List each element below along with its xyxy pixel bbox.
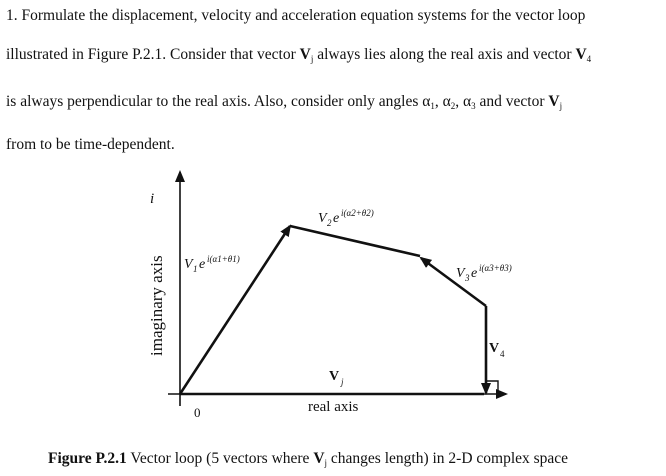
vector-vj-symbol: V	[299, 46, 311, 63]
v3-subscript: 3	[465, 273, 470, 283]
problem-line-3-text-a: is always perpendicular to the real axis. Also, consider only angles	[6, 93, 423, 110]
vector-v2-label	[318, 208, 374, 228]
vector-vj-subscript-2: j	[559, 101, 563, 111]
imaginary-axis-symbol: i	[150, 191, 155, 207]
vector-vj-subscript: j	[310, 54, 314, 64]
vector-v4-symbol: V	[575, 46, 587, 63]
alpha-2-subscript: 2	[450, 101, 456, 111]
vj-base: V	[329, 369, 340, 384]
origin-label: 0	[194, 405, 201, 420]
vector-v4-label	[489, 341, 505, 359]
v1-subscript: 1	[193, 264, 198, 274]
problem-line-3: is always perpendicular to the real axis. Also, consider only angles $\alpha_1$, $\alpha_2$, $\alpha_3$ and vector $V_j$	[6, 93, 563, 111]
problem-line-2-text-a: illustrated in Figure P.2.1. Consider that vector	[6, 46, 300, 63]
v2-exponent: i(α2+θ2)	[341, 208, 374, 218]
v1-exponent: i(α1+θ1)	[207, 254, 240, 264]
v2-base: V	[318, 211, 327, 226]
caption-text-a: Vector loop (5 vectors where	[126, 450, 314, 467]
vector-vj-label	[329, 369, 344, 387]
problem-line-1-text: Formulate the displacement, velocity and acceleration equation systems for the vector loop	[21, 7, 586, 24]
v2-exp-base: e	[333, 211, 340, 226]
alpha-1-subscript: 1	[430, 101, 435, 111]
caption-vector-subscript: j	[324, 458, 328, 468]
vector-v3-label	[456, 263, 512, 283]
alpha-3-subscript: 3	[471, 101, 476, 111]
vector-v1-arrow	[180, 226, 290, 394]
caption-title: Figure P.2.1	[48, 450, 127, 467]
v1-base: V	[184, 257, 193, 272]
vj-subscript: j	[341, 377, 344, 387]
v3-exponent: i(α3+θ3)	[479, 263, 512, 273]
problem-line-4: from to be time-dependent.	[6, 136, 175, 153]
right-angle-marker	[486, 381, 498, 394]
vector-vj-symbol-2: V	[548, 93, 560, 110]
imaginary-axis-label: imaginary axis	[147, 255, 166, 356]
alpha-2-symbol: α	[442, 93, 451, 110]
problem-line-2-text-b: always lies along the real axis and vector	[313, 46, 576, 63]
vector-v4-subscript: 4	[586, 54, 592, 64]
vector-v2-arrow	[290, 226, 420, 256]
vector-v1-label	[184, 254, 240, 274]
v3-base: V	[456, 266, 465, 281]
caption-vector-symbol: V	[313, 450, 325, 467]
problem-line-3-text-b: and vector	[475, 93, 549, 110]
v4-subscript: 4	[500, 349, 505, 359]
problem-number: 1.	[6, 7, 18, 24]
caption-text-b: changes length) in 2-D complex space	[327, 450, 569, 467]
alpha-3-symbol: α	[463, 93, 472, 110]
v4-base: V	[489, 341, 500, 356]
v3-exp-base: e	[471, 266, 478, 281]
real-axis-label: real axis	[308, 399, 359, 415]
v2-subscript: 2	[327, 218, 332, 228]
alpha-1-symbol: α	[422, 93, 431, 110]
v1-exp-base: e	[199, 257, 206, 272]
figure-caption	[48, 450, 568, 468]
